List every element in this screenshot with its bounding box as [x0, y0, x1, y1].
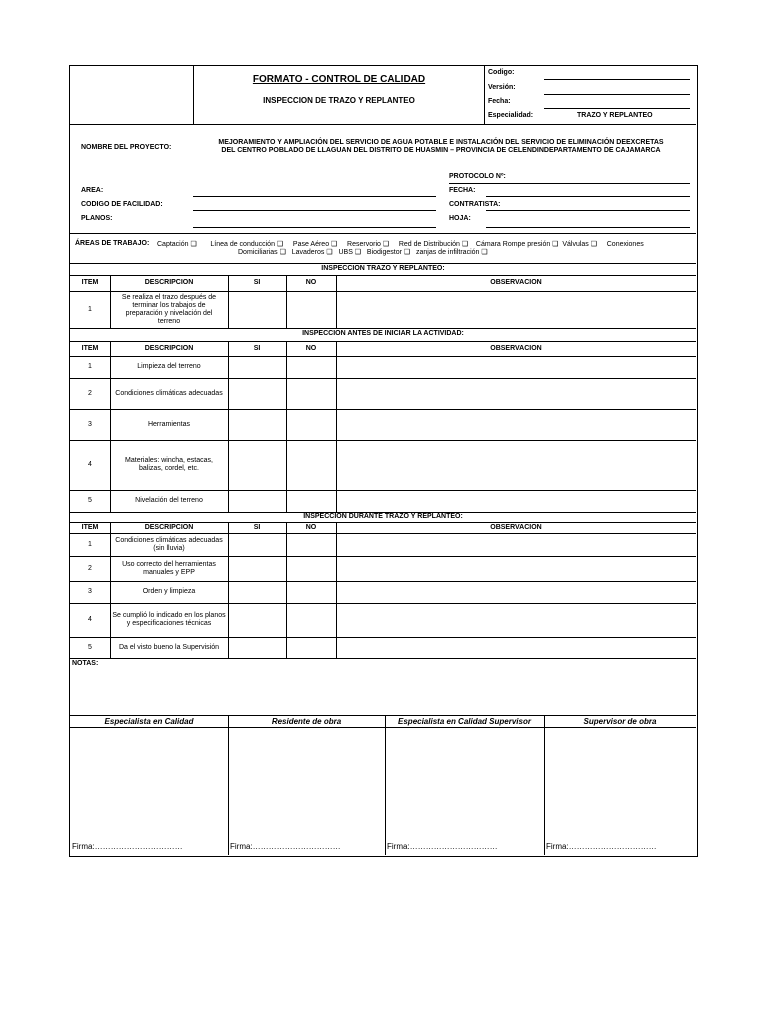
- fecha-label: FECHA:: [449, 187, 476, 194]
- col-item: ITEM: [81, 523, 99, 531]
- signature-role-residente: Residente de obra: [271, 717, 342, 726]
- planos-label: PLANOS:: [81, 215, 113, 222]
- col-si: SI: [253, 279, 261, 286]
- signature-firma-calidad[interactable]: Firma:……………………………: [72, 842, 183, 851]
- project-name-line2: DEL CENTRO POBLADO DE LLAGUAN DEL DISTRITO DE HUASMIN – PROVINCIA DE CELENDINDEPARTAMENTO DE CAJAMARCA: [221, 147, 661, 154]
- table-row-desc: Uso correcto del herramientas manuales y EPP: [122, 560, 216, 576]
- project-name-label: NOMBRE DEL PROYECTO:: [81, 144, 172, 151]
- signature-firma-supervisor[interactable]: Firma:……………………………: [546, 842, 657, 851]
- especialidad-value: TRAZO Y REPLANTEO: [577, 112, 653, 119]
- table-row-desc: Herramientas: [147, 420, 190, 428]
- table-row-desc: Condiciones climáticas adecuadas: [115, 389, 223, 397]
- col-no: NO: [305, 279, 317, 286]
- col-no: NO: [305, 523, 317, 531]
- areas-line2: Domiciliarias ❑ Lavaderos ❑ UBS ❑ Biodigestor ❑ zanjas de infiltración ❑: [238, 249, 488, 256]
- section-1-title: INSPECCION TRAZO Y REPLANTEO:: [321, 265, 445, 272]
- areas-line1: Captación ❑ Línea de conducción ❑ Pase Aéreo ❑ Reservorio ❑ Red de Distribución ❑ Cámara Rompe presión ❑ Válvulas ❑ Conexiones: [157, 241, 644, 248]
- codigo-label: Codigo:: [488, 69, 515, 76]
- table-row-desc: Se cumplió lo indicado en los planos y especificaciones técnicas: [112, 612, 226, 627]
- table-row-item: 2: [88, 389, 92, 397]
- codigo-facilidad-label: CODIGO DE FACILIDAD:: [81, 201, 163, 208]
- section-2-title: INSPECCION ANTES DE INICIAR LA ACTIVIDAD:: [302, 330, 464, 337]
- version-label: Versión:: [488, 84, 516, 91]
- form-title: FORMATO - CONTROL DE CALIDAD: [252, 74, 426, 85]
- especialidad-label: Especialidad:: [488, 112, 534, 119]
- signature-firma-calidad-supervisor[interactable]: Firma:……………………………: [387, 842, 498, 851]
- col-item: ITEM: [81, 344, 99, 352]
- table-row-item: 4: [88, 461, 92, 468]
- table-row-desc: Da el visto bueno la Supervisión: [118, 643, 219, 651]
- col-descripcion: DESCRIPCION: [144, 344, 194, 352]
- col-si: SI: [253, 344, 261, 352]
- signature-role-calidad-supervisor: Especialista en Calidad Supervisor: [398, 717, 531, 726]
- table-row-item: 2: [88, 564, 92, 572]
- notas-label: NOTAS:: [72, 660, 99, 667]
- col-observacion: OBSERVACION: [490, 279, 542, 286]
- fecha-field[interactable]: [486, 196, 690, 197]
- table-row-desc: Nivelación del terreno: [135, 497, 203, 504]
- table-row-item: 1: [88, 363, 92, 370]
- hoja-field[interactable]: [486, 227, 690, 228]
- table-row-desc: Orden y limpieza: [142, 588, 196, 595]
- col-observacion: OBSERVACION: [490, 523, 542, 531]
- table-row-desc: Limpieza del terreno: [137, 363, 201, 370]
- col-no: NO: [305, 344, 317, 352]
- table-row-item: 3: [88, 420, 92, 428]
- table-row-desc: Se realiza el trazo después de terminar los trabajos de preparación y nivelación del terreno: [121, 293, 217, 325]
- area-label: AREA:: [81, 187, 104, 194]
- col-observacion: OBSERVACION: [490, 344, 542, 352]
- col-si: SI: [253, 523, 261, 531]
- section-3-title: INSPECCION DURANTE TRAZO Y REPLANTEO:: [303, 513, 463, 520]
- contratista-label: CONTRATISTA:: [449, 201, 501, 208]
- fecha-header-label: Fecha:: [488, 98, 511, 105]
- area-field[interactable]: [193, 196, 436, 197]
- project-name-line1: MEJORAMIENTO Y AMPLIACIÓN DEL SERVICIO DE AGUA POTABLE E INSTALACIÓN DEL SERVICIO DE ELIMINACIÓN DEEXCRETAS: [218, 139, 664, 146]
- col-item: ITEM: [81, 279, 99, 286]
- signature-role-supervisor: Supervisor de obra: [583, 717, 657, 726]
- table-row-item: 3: [88, 588, 92, 595]
- form-frame: [69, 65, 698, 857]
- signature-firma-residente[interactable]: Firma:……………………………: [230, 842, 341, 851]
- planos-field[interactable]: [193, 227, 436, 228]
- table-row-item: 1: [88, 305, 92, 313]
- col-descripcion: DESCRIPCION: [144, 279, 194, 286]
- table-row-item: 4: [88, 616, 92, 623]
- table-row-desc: Materiales: wincha, estacas, balizas, cordel, etc.: [125, 457, 213, 472]
- col-descripcion: DESCRIPCION: [144, 523, 194, 531]
- contratista-field[interactable]: [486, 210, 690, 211]
- areas-label: ÁREAS DE TRABAJO:: [75, 240, 150, 247]
- codigo-facilidad-field[interactable]: [193, 210, 436, 211]
- table-row-item: 1: [88, 540, 92, 548]
- hoja-label: HOJA:: [449, 215, 471, 222]
- form-subtitle: INSPECCION DE TRAZO Y REPLANTEO: [263, 96, 415, 105]
- table-row-item: 5: [88, 497, 92, 504]
- table-row-item: 5: [88, 643, 92, 651]
- signature-role-calidad: Especialista en Calidad: [104, 717, 194, 726]
- table-row-desc: Condiciones climáticas adecuadas (sin lluvia): [115, 536, 223, 552]
- protocolo-label: PROTOCOLO Nº:: [449, 173, 506, 180]
